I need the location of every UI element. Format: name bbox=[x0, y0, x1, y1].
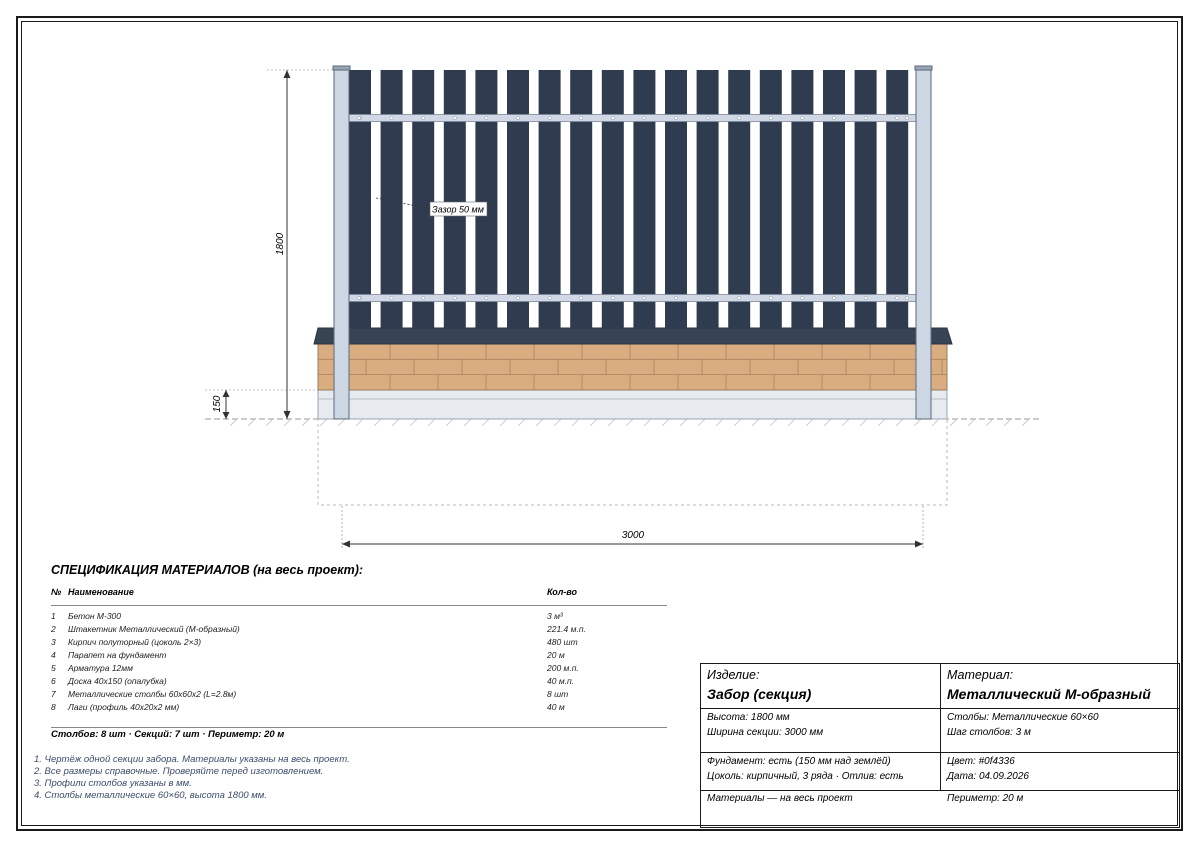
fence-slat bbox=[665, 70, 687, 328]
spec-row-num: 2 bbox=[51, 624, 56, 634]
spec-title: СПЕЦИФИКАЦИЯ МАТЕРИАЛОВ (на весь проект): bbox=[51, 563, 364, 577]
spec-row-qty: 40 м bbox=[547, 702, 565, 712]
material-value: Металлический М-образный bbox=[947, 686, 1151, 702]
spec-row-name: Металлические столбы 60х60х2 (L=2.8м) bbox=[68, 689, 237, 699]
gap-label: Зазор 50 мм bbox=[432, 204, 484, 215]
material-label: Материал: bbox=[947, 668, 1014, 682]
fence-slat bbox=[539, 70, 561, 328]
post-left bbox=[334, 70, 349, 419]
rail-screw bbox=[674, 116, 677, 119]
spec-row-qty: 40 м.п. bbox=[547, 676, 575, 686]
spec-row-name: Арматура 12мм bbox=[68, 663, 133, 673]
spec-row-num: 7 bbox=[51, 689, 56, 699]
height-value: Высота: 1800 мм bbox=[707, 712, 790, 723]
rail-screw bbox=[357, 296, 360, 299]
rail-screw bbox=[516, 116, 519, 119]
fence-slat bbox=[444, 70, 466, 328]
spec-row-qty: 221.4 м.п. bbox=[547, 624, 586, 634]
title-block-divider bbox=[940, 664, 941, 790]
spec-summary: Столбов: 8 шт · Секций: 7 шт · Периметр: 20 м bbox=[51, 729, 285, 740]
rail-screw bbox=[390, 296, 393, 299]
rail-screw bbox=[611, 296, 614, 299]
post-step-value: Шаг столбов: 3 м bbox=[947, 727, 1031, 738]
rail-screw bbox=[611, 116, 614, 119]
item-label: Изделие: bbox=[707, 668, 760, 682]
materials-note: Материалы — на весь проект bbox=[707, 793, 853, 804]
spec-row-qty: 20 м bbox=[547, 650, 565, 660]
brick-plinth bbox=[318, 344, 947, 390]
posts-value: Столбы: Металлические 60×60 bbox=[947, 712, 1099, 723]
spec-row-name: Лаги (профиль 40х20х2 мм) bbox=[68, 702, 180, 712]
rail-screw bbox=[485, 116, 488, 119]
fence-slat bbox=[791, 70, 813, 328]
spec-row-name: Парапет на фундамент bbox=[68, 650, 167, 660]
rail-screw bbox=[516, 296, 519, 299]
fence-slat bbox=[570, 70, 592, 328]
fence-slat bbox=[475, 70, 497, 328]
spec-row-num: 1 bbox=[51, 611, 56, 621]
note-item: 3. Профили столбов указаны в мм. bbox=[34, 778, 192, 789]
fence-slat bbox=[886, 70, 908, 328]
spec-row-num: 5 bbox=[51, 663, 56, 673]
spec-row-name: Кирпич полуторный (цоколь 2×3) bbox=[68, 637, 202, 647]
date-value: Дата: 04.09.2026 bbox=[947, 771, 1029, 782]
fence-slat bbox=[760, 70, 782, 328]
rail-screw bbox=[580, 296, 583, 299]
spec-row-name: Доска 40х150 (опалубка) bbox=[68, 676, 167, 686]
rail-screw bbox=[832, 116, 835, 119]
ground-hatch bbox=[230, 419, 1029, 426]
spec-row-qty: 8 шт bbox=[547, 689, 569, 699]
fence-rail bbox=[342, 115, 924, 122]
spec-row-num: 4 bbox=[51, 650, 56, 660]
fence-slat bbox=[633, 70, 655, 328]
fence-slat bbox=[602, 70, 624, 328]
rail-screw bbox=[801, 116, 804, 119]
rail-screw bbox=[453, 296, 456, 299]
spec-header-num: № bbox=[51, 587, 62, 597]
fence-slat bbox=[728, 70, 750, 328]
fence-slat bbox=[412, 70, 434, 328]
spec-row-num: 3 bbox=[51, 637, 56, 647]
spec-row-num: 8 bbox=[51, 702, 56, 712]
rail-screw bbox=[905, 296, 908, 299]
title-block bbox=[700, 663, 1180, 828]
spec-row-name: Бетон М-300 bbox=[68, 611, 122, 621]
rail-screw bbox=[453, 116, 456, 119]
perimeter-value: Периметр: 20 м bbox=[947, 793, 1024, 804]
rail-screw bbox=[769, 296, 772, 299]
fence-slat bbox=[381, 70, 403, 328]
color-value: Цвет: #0f4336 bbox=[947, 756, 1015, 767]
dim-plinth-label: 150 bbox=[212, 395, 223, 413]
fence-rail bbox=[342, 295, 924, 302]
rail-screw bbox=[769, 116, 772, 119]
note-item: 2. Все размеры справочные. Проверяйте перед изготовлением. bbox=[34, 766, 324, 777]
rail-screw bbox=[905, 116, 908, 119]
dim-height-label: 1800 bbox=[275, 232, 286, 256]
rail-screw bbox=[896, 116, 899, 119]
fence-slat bbox=[855, 70, 877, 328]
spec-row-name: Штакетник Металлический (М-образный) bbox=[68, 624, 240, 634]
rail-screw bbox=[864, 296, 867, 299]
dim-width-label: 3000 bbox=[621, 530, 645, 541]
post-right-cap bbox=[915, 66, 932, 70]
rail-screw bbox=[896, 296, 899, 299]
fence-slat bbox=[349, 70, 371, 328]
spec-header-rule bbox=[51, 605, 667, 606]
plinth-value: Цоколь: кирпичный, 3 ряда · Отлив: есть bbox=[707, 771, 904, 782]
rail-screw bbox=[706, 116, 709, 119]
rail-screw bbox=[674, 296, 677, 299]
foundation-value: Фундамент: есть (150 мм над землёй) bbox=[707, 756, 891, 767]
rail-screw bbox=[801, 296, 804, 299]
rail-screw bbox=[643, 116, 646, 119]
rail-screw bbox=[422, 296, 425, 299]
spec-row-num: 6 bbox=[51, 676, 56, 686]
rail-screw bbox=[706, 296, 709, 299]
note-item: 4. Столбы металлические 60×60, высота 1800 мм. bbox=[34, 790, 267, 801]
spec-row-qty: 480 шт bbox=[547, 637, 578, 647]
rail-screw bbox=[548, 116, 551, 119]
rail-screw bbox=[548, 296, 551, 299]
foundation-outline bbox=[318, 419, 947, 505]
note-item: 1. Чертёж одной секции забора. Материалы указаны на весь проект. bbox=[34, 754, 350, 765]
plinth-base bbox=[318, 390, 947, 419]
rail-screw bbox=[864, 116, 867, 119]
fence-slat bbox=[507, 70, 529, 328]
rail-screw bbox=[580, 116, 583, 119]
fence-slats bbox=[349, 70, 908, 328]
fence-slat bbox=[697, 70, 719, 328]
post-right bbox=[916, 70, 931, 419]
rail-screw bbox=[832, 296, 835, 299]
rail-screw bbox=[643, 296, 646, 299]
rail-screw bbox=[422, 116, 425, 119]
plinth-cap bbox=[314, 328, 952, 344]
item-value: Забор (секция) bbox=[707, 686, 812, 702]
spec-row-qty: 200 м.п. bbox=[547, 663, 579, 673]
rail-screw bbox=[738, 296, 741, 299]
rail-screw bbox=[485, 296, 488, 299]
fence-slat bbox=[823, 70, 845, 328]
rail-screw bbox=[390, 116, 393, 119]
section-width-value: Ширина секции: 3000 мм bbox=[707, 727, 824, 738]
rail-screw bbox=[738, 116, 741, 119]
rail-screw bbox=[357, 116, 360, 119]
post-left-cap bbox=[333, 66, 350, 70]
spec-header-name: Наименование bbox=[68, 587, 134, 597]
spec-header-qty: Кол-во bbox=[547, 587, 577, 597]
spec-row-qty: 3 м³ bbox=[547, 611, 563, 621]
spec-summary-rule bbox=[51, 727, 667, 728]
